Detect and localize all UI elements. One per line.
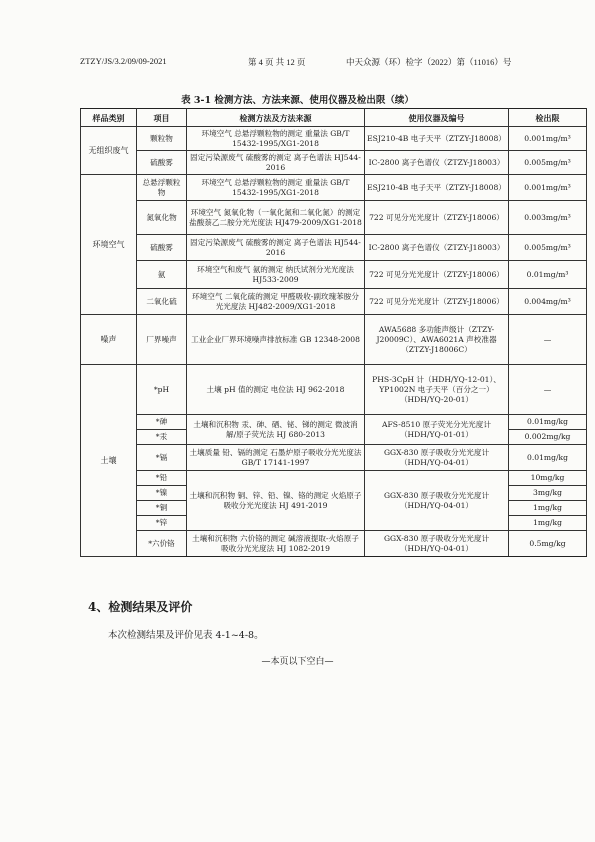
col-header: 检出限 — [509, 109, 587, 127]
method-cell: 环境空气和废气 氨的测定 纳氏试剂分光光度法 HJ533-2009 — [187, 261, 365, 289]
method-cell: 工业企业厂界环境噪声排放标准 GB 12348-2008 — [187, 315, 365, 365]
col-header: 样品类别 — [81, 109, 137, 127]
method-cell: 土壤和沉积物 汞、砷、硒、铋、锑的测定 微波消解/原子荧光法 HJ 680-2013 — [187, 415, 365, 445]
instrument-cell: 722 可见分光光度计（ZTZY-J18006） — [365, 289, 509, 315]
method-cell: 土壤和沉积物 六价铬的测定 碱溶液提取-火焰原子吸收分光光度法 HJ 1082-2019 — [187, 531, 365, 557]
limit-cell: 0.001mg/m³ — [509, 175, 587, 201]
item-cell: 氮氧化物 — [137, 201, 187, 235]
item-cell: *锌 — [137, 516, 187, 531]
instrument-cell: GGX-830 原子吸收分光光度计（HDH/YQ-04-01） — [365, 471, 509, 531]
instrument-cell: IC-2800 离子色谱仪（ZTZY-J18003） — [365, 151, 509, 175]
table-caption: 表 3-1 检测方法、方法来源、使用仪器及检出限（续） — [181, 95, 414, 106]
item-cell: 颗粒物 — [137, 127, 187, 151]
table-row — [81, 127, 587, 151]
category-cell: 土壤 — [81, 365, 137, 557]
limit-cell: 0.01mg/m³ — [509, 261, 587, 289]
instrument-cell: GGX-830 原子吸收分光光度计（HDH/YQ-04-01） — [365, 445, 509, 471]
instrument-cell: GGX-830 原子吸收分光光度计（HDH/YQ-04-01） — [365, 531, 509, 557]
limit-cell: 0.01mg/kg — [509, 415, 587, 430]
instrument-cell: ESJ210-4B 电子天平（ZTZY-J18008） — [365, 175, 509, 201]
blank-page-note: —本页以下空白— — [261, 657, 334, 667]
limit-cell: 0.005mg/m³ — [509, 151, 587, 175]
item-cell: *砷 — [137, 415, 187, 430]
table-row — [81, 415, 587, 430]
method-cell: 固定污染源废气 硫酸雾的测定 离子色谱法 HJ544-2016 — [187, 235, 365, 261]
col-header: 使用仪器及编号 — [365, 109, 509, 127]
report-number: 中天众源（环）检字（2022）第（11016）号 — [346, 57, 512, 67]
table-row — [81, 445, 587, 471]
instrument-cell: PHS-3CpH 计（HDH/YQ-12-01）、YP1002N 电子天平（百分之一）（HDH/YQ-20-01） — [365, 365, 509, 415]
item-cell: *铜 — [137, 501, 187, 516]
table-row — [81, 315, 587, 365]
limit-cell: 10mg/kg — [509, 471, 587, 486]
item-cell: *镉 — [137, 445, 187, 471]
method-cell: 环境空气 总悬浮颗粒物的测定 重量法 GB/T 15432-1995/XG1-2018 — [187, 175, 365, 201]
section-heading: 4、检测结果及评价 — [88, 600, 193, 614]
instrument-cell: 722 可见分光光度计（ZTZY-J18006） — [365, 261, 509, 289]
method-table — [80, 108, 587, 557]
category-cell: 无组织废气 — [81, 127, 137, 175]
method-cell: 土壤质量 铅、镉的测定 石墨炉原子吸收分光光度法 GB/T 17141-1997 — [187, 445, 365, 471]
table-row — [81, 151, 587, 175]
limit-cell: 3mg/kg — [509, 486, 587, 501]
method-cell: 土壤和沉积物 铜、锌、铅、镍、铬的测定 火焰原子吸收分光光度法 HJ 491-2019 — [187, 471, 365, 531]
table-row — [81, 201, 587, 235]
item-cell: 二氧化硫 — [137, 289, 187, 315]
instrument-cell: IC-2800 离子色谱仪（ZTZY-J18003） — [365, 235, 509, 261]
item-cell: 硫酸雾 — [137, 151, 187, 175]
limit-cell: 0.002mg/kg — [509, 430, 587, 445]
method-cell: 环境空气 氮氧化物（一氧化氮和二氧化氮）的测定 盐酸萘乙二胺分光光度法 HJ479-2009/XG1-2018 — [187, 201, 365, 235]
limit-cell: — — [509, 365, 587, 415]
limit-cell: 0.004mg/m³ — [509, 289, 587, 315]
table-row — [81, 235, 587, 261]
item-cell: 总悬浮颗粒物 — [137, 175, 187, 201]
table-header-row — [81, 109, 587, 127]
table-row — [81, 261, 587, 289]
item-cell: *pH — [137, 365, 187, 415]
instrument-cell: AFS-8510 原子荧光分光光度计（HDH/YQ-01-01） — [365, 415, 509, 445]
item-cell: 氨 — [137, 261, 187, 289]
item-cell: 厂界噪声 — [137, 315, 187, 365]
limit-cell: — — [509, 315, 587, 365]
limit-cell: 0.5mg/kg — [509, 531, 587, 557]
item-cell: *汞 — [137, 430, 187, 445]
limit-cell: 0.003mg/m³ — [509, 201, 587, 235]
page-number: 第 4 页 共 12 页 — [248, 57, 306, 67]
table-row — [81, 289, 587, 315]
method-cell: 土壤 pH 值的测定 电位法 HJ 962-2018 — [187, 365, 365, 415]
limit-cell: 1mg/kg — [509, 501, 587, 516]
method-cell: 固定污染源废气 硫酸雾的测定 离子色谱法 HJ544-2016 — [187, 151, 365, 175]
col-header: 项目 — [137, 109, 187, 127]
instrument-cell: ESJ210-4B 电子天平（ZTZY-J18008） — [365, 127, 509, 151]
category-cell: 噪声 — [81, 315, 137, 365]
instrument-cell: 722 可见分光光度计（ZTZY-J18006） — [365, 201, 509, 235]
item-cell: *铅 — [137, 471, 187, 486]
category-cell: 环境空气 — [81, 175, 137, 315]
col-header: 检测方法及方法来源 — [187, 109, 365, 127]
table-row — [81, 175, 587, 201]
item-cell: 硫酸雾 — [137, 235, 187, 261]
item-cell: *镍 — [137, 486, 187, 501]
item-cell: *六价铬 — [137, 531, 187, 557]
table-row — [81, 531, 587, 557]
table-row — [81, 471, 587, 486]
table-row — [81, 365, 587, 415]
limit-cell: 0.01mg/kg — [509, 445, 587, 471]
section-paragraph: 本次检测结果及评价见表 4-1~4-8。 — [108, 630, 264, 641]
method-cell: 环境空气 二氧化硫的测定 甲醛吸收-副玫瑰苯胺分光光度法 HJ482-2009/XG1-2018 — [187, 289, 365, 315]
limit-cell: 0.001mg/m³ — [509, 127, 587, 151]
limit-cell: 0.005mg/m³ — [509, 235, 587, 261]
limit-cell: 1mg/kg — [509, 516, 587, 531]
method-cell: 环境空气 总悬浮颗粒物的测定 重量法 GB/T 15432-1995/XG1-2018 — [187, 127, 365, 151]
doc-code: ZTZY/JS/3.2/09/09-2021 — [80, 56, 167, 66]
instrument-cell: AWA5688 多功能声级计（ZTZY-J20009C）、AWA6021A 声校准器（ZTZY-J18006C） — [365, 315, 509, 365]
